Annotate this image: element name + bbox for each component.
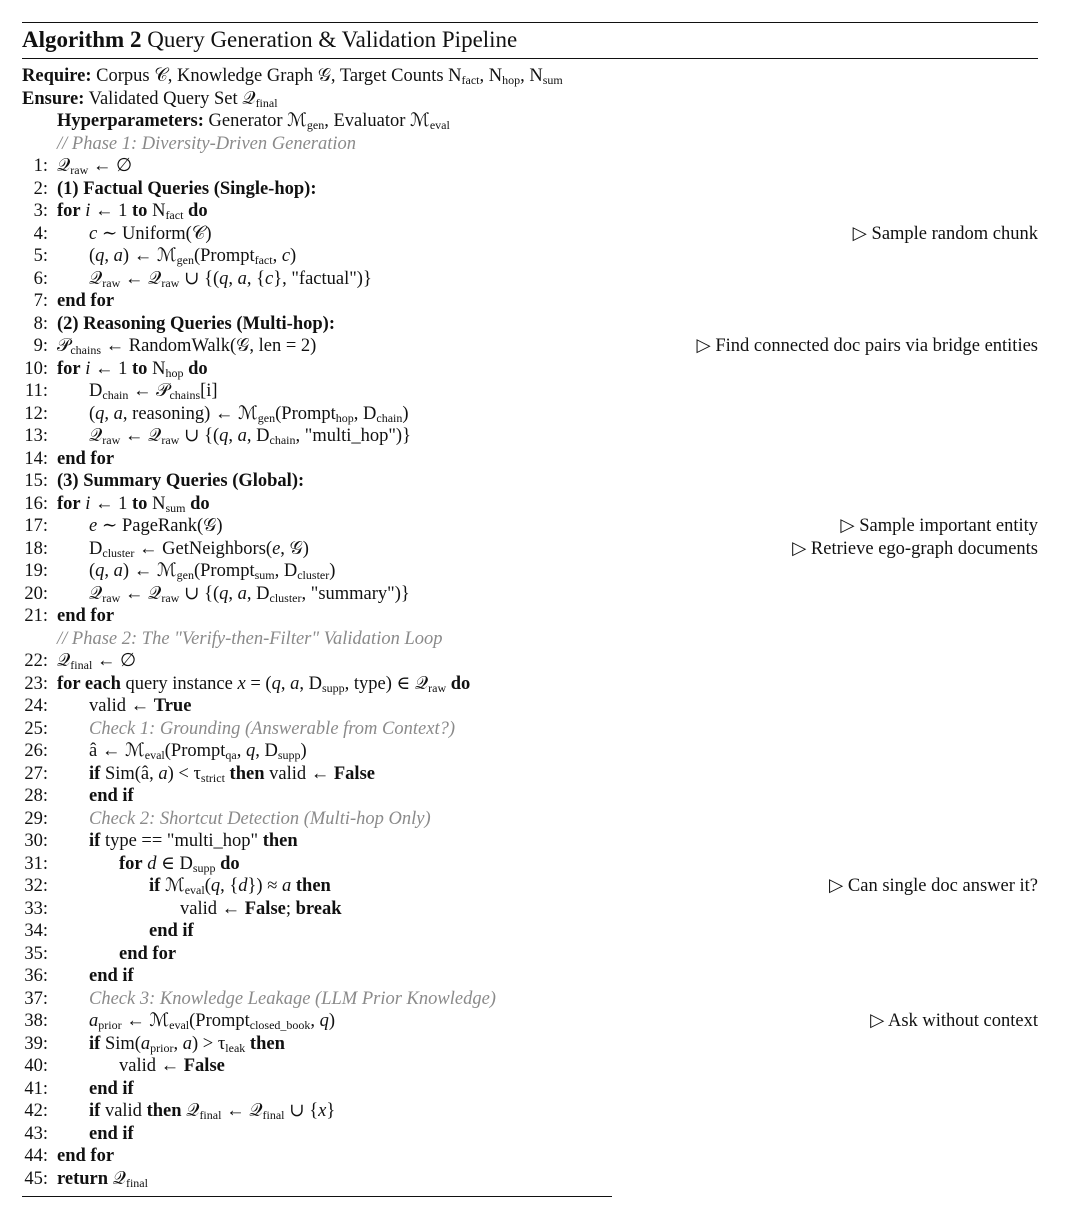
algorithm-line [22, 560, 1038, 583]
line-number: 16: [24, 493, 48, 514]
algorithm-line [22, 830, 1038, 853]
line-number: 8: [33, 313, 48, 334]
line-number: 25: [24, 718, 48, 739]
algorithm-line [22, 1078, 1038, 1101]
algorithm-line [22, 178, 1038, 201]
algorithm-label: Algorithm 2 [22, 27, 142, 52]
line-number: 15: [24, 471, 48, 491]
line-code: $D_{cluster}$ ← GetNeighbors(e, 𝒢) [89, 538, 309, 560]
algorithm-line [22, 290, 1038, 313]
line-code: for i ← 1 to $N_{hop}$ do [57, 358, 208, 380]
algorithm-line [22, 380, 1038, 403]
line-number: 36: [24, 966, 48, 986]
phase-comment [22, 133, 1038, 156]
algorithm-line [22, 358, 1038, 381]
line-number: 11: [25, 381, 48, 401]
line-code: end for [57, 291, 115, 311]
algorithm-line [22, 605, 1038, 628]
algorithm-line [22, 448, 1038, 471]
line-code: end for [119, 943, 177, 964]
line-code: (1) Factual Queries (Single-hop): [57, 178, 317, 199]
line-code: valid ← False; break [180, 898, 342, 919]
line-number: 22: [24, 651, 48, 671]
line-number: 9: [33, 336, 48, 356]
line-code: end for [57, 448, 115, 469]
algorithm-line [22, 875, 1038, 898]
line-number: 37: [24, 988, 48, 1009]
algorithm-line [22, 785, 1038, 808]
line-code: end if [89, 1078, 134, 1099]
line-code: if Sim(â, $a) < \tau_{strict}$ then valid ← False [89, 763, 375, 785]
algorithm-line [22, 965, 1038, 988]
line-number: 21: [24, 606, 48, 626]
line-comment: ▷ Can single doc answer it? [829, 876, 1038, 896]
algorithm-line [22, 853, 1038, 876]
algorithm-line [22, 200, 1038, 223]
line-comment: ▷ Sample random chunk [852, 223, 1038, 244]
line-code: for each query instance x = (q, a, $D_{supp}$, type) ∈ 𝒬$_{raw}$ do [57, 673, 471, 695]
line-code: Ensure: Validated Query Set 𝒬$_{final}$ [22, 88, 278, 110]
line-code: end if [89, 1123, 134, 1144]
algorithm-line [22, 583, 1038, 606]
line-number: 3: [33, 201, 48, 221]
line-number: 34: [24, 921, 48, 941]
line-code: Require: Corpus 𝒞, Knowledge Graph 𝒢, Target Counts $N_{fact}$, $N_{hop}$, $N_{sum}$ [22, 66, 563, 87]
line-number: 44: [24, 1146, 48, 1166]
line-code: â ← ℳ$_{eval}$(Prompt$_{qa}$, q, $D_{supp}$) [89, 741, 307, 762]
algorithm-line [22, 1123, 1038, 1146]
line-code: (q, a) ← ℳ$_{gen}$(Prompt$_{sum}$, $D_{cluster}$) [89, 561, 336, 582]
algorithm-line [22, 943, 1038, 966]
algorithm-line [22, 268, 1038, 291]
line-number: 2: [33, 178, 48, 199]
line-code: $D_{chain}$ ← 𝒫$_{chains}$[i] [89, 381, 218, 402]
line-number: 14: [24, 448, 48, 469]
line-code: if ℳ$_{eval}$(q, {d}) ≈ a then [149, 876, 331, 897]
algorithm-line [22, 695, 1038, 718]
line-code: 𝒬$_{raw}$ ← 𝒬$_{raw}$ ∪ {(q, a, {c}, "factual")} [89, 268, 372, 290]
algorithm-line [22, 1010, 1038, 1033]
line-number: 17: [24, 516, 48, 536]
line-code: $a_{prior}$ ← ℳ$_{eval}$(Prompt$_{closed\_book}$, q) [89, 1011, 336, 1032]
line-code: Check 1: Grounding (Answerable from Context?) [89, 718, 455, 739]
line-number: 23: [24, 673, 48, 694]
line-code: 𝒫$_{chains}$ ← RandomWalk(𝒢, len = 2) [57, 336, 317, 357]
algorithm-line [22, 673, 1038, 696]
algorithm-line [22, 1055, 1038, 1078]
line-number: 31: [24, 853, 48, 874]
line-number: 6: [33, 268, 48, 289]
line-number: 18: [24, 538, 48, 559]
line-code: end for [57, 606, 115, 626]
line-number: 33: [24, 898, 48, 919]
line-number: 45: [24, 1168, 48, 1189]
line-number: 12: [24, 403, 48, 424]
line-code: return 𝒬$_{final}$ [57, 1168, 148, 1190]
line-code: if valid then 𝒬$_{final}$ ← 𝒬$_{final}$ ∪ {x} [89, 1101, 336, 1122]
line-number: 42: [24, 1101, 48, 1121]
algorithm-line [22, 898, 1038, 921]
algorithm-line [22, 425, 1038, 448]
algorithm-line [22, 155, 1038, 178]
line-number: 26: [24, 741, 48, 761]
line-code: // Phase 1: Diversity-Driven Generation [57, 133, 357, 154]
line-code: valid ← False [119, 1056, 225, 1076]
header-line [22, 88, 1038, 111]
algorithm-line [22, 740, 1038, 763]
algorithm-line [22, 1033, 1038, 1056]
line-number: 20: [24, 583, 48, 604]
line-code: 𝒬$_{final}$ ← ∅ [57, 651, 137, 672]
line-code: e ∼ PageRank(𝒢) [89, 516, 223, 536]
line-number: 38: [24, 1011, 48, 1031]
line-number: 40: [24, 1056, 48, 1076]
algorithm-line [22, 1168, 1038, 1191]
line-code: (3) Summary Queries (Global): [57, 471, 305, 491]
line-number: 10: [24, 358, 48, 379]
line-number: 13: [24, 426, 48, 446]
algorithm-line [22, 1145, 1038, 1168]
algorithm-line [22, 763, 1038, 786]
line-code: Check 2: Shortcut Detection (Multi-hop Only) [89, 808, 431, 829]
algorithm-line [22, 920, 1038, 943]
algorithm-line [22, 650, 1038, 673]
algorithm-body [22, 59, 1038, 1190]
algorithm-line [22, 470, 1038, 493]
line-code: 𝒬$_{raw}$ ← 𝒬$_{raw}$ ∪ {(q, a, $D_{cluster}$, "summary")} [89, 583, 410, 605]
line-code: end for [57, 1146, 115, 1166]
algorithm-line [22, 313, 1038, 336]
algorithm-line [22, 1100, 1038, 1123]
line-code: for i ← 1 to $N_{sum}$ do [57, 493, 210, 515]
phase-comment [22, 628, 1038, 651]
header-line [22, 110, 1038, 133]
line-code: if $Sim(a_{prior}$, $a) > \tau_{leak}$ then [89, 1033, 285, 1055]
algorithm-name: Query Generation & Validation Pipeline [147, 27, 518, 52]
line-comment: ▷ Retrieve ego-graph documents [792, 538, 1038, 559]
line-code: end if [89, 786, 134, 806]
line-number: 29: [24, 808, 48, 829]
line-code: // Phase 2: The "Verify-then-Filter" Validation Loop [57, 628, 443, 649]
line-code: if type == "multi_hop" then [89, 831, 298, 851]
line-code: (q, a, reasoning) ← ℳ$_{gen}$(Prompt$_{hop}$, $D_{chain}$) [89, 403, 409, 425]
line-code: (q, a) ← ℳ$_{gen}$(Prompt$_{fact}$, c) [89, 246, 297, 267]
line-number: 41: [24, 1078, 48, 1099]
line-number: 7: [33, 291, 48, 311]
line-code: Check 3: Knowledge Leakage (LLM Prior Knowledge) [89, 988, 496, 1009]
algorithm-line [22, 538, 1038, 561]
line-number: 30: [24, 831, 48, 851]
bottom-rule [22, 1196, 612, 1197]
line-number: 5: [33, 246, 48, 266]
line-code: (2) Reasoning Queries (Multi-hop): [57, 313, 335, 334]
line-number: 43: [24, 1123, 48, 1144]
line-number: 19: [24, 561, 48, 581]
algorithm-title [22, 23, 1038, 55]
line-code: end if [89, 966, 134, 986]
algorithm-block [22, 22, 1038, 1197]
algorithm-line [22, 403, 1038, 426]
line-number: 27: [24, 763, 48, 784]
line-code: for d ∈ $D_{supp}$ do [119, 853, 240, 875]
algorithm-line [22, 223, 1038, 246]
line-code: 𝒬$_{raw}$ ← ∅ [57, 156, 133, 177]
line-code: valid ← True [89, 696, 192, 716]
line-number: 24: [24, 696, 48, 716]
algorithm-line [22, 718, 1038, 741]
line-code: c ∼ Uniform(𝒞) [89, 223, 212, 244]
algorithm-line [22, 335, 1038, 358]
line-comment: ▷ Ask without context [870, 1011, 1038, 1031]
algorithm-line [22, 515, 1038, 538]
line-code: end if [149, 921, 194, 941]
line-comment: ▷ Find connected doc pairs via bridge entities [696, 336, 1038, 356]
algorithm-line [22, 808, 1038, 831]
line-number: 32: [24, 876, 48, 896]
algorithm-line [22, 245, 1038, 268]
algorithm-line [22, 493, 1038, 516]
line-number: 35: [24, 943, 48, 964]
line-code: 𝒬$_{raw}$ ← 𝒬$_{raw}$ ∪ {(q, a, $D_{chain}$, "multi_hop")} [89, 426, 411, 447]
line-number: 39: [24, 1033, 48, 1054]
line-number: 28: [24, 786, 48, 806]
line-code: Hyperparameters: Generator ℳ$_{gen}$, Evaluator ℳ$_{eval}$ [57, 111, 450, 132]
algorithm-line [22, 988, 1038, 1011]
line-number: 1: [33, 156, 48, 176]
header-line [22, 65, 1038, 88]
line-number: 4: [33, 223, 48, 244]
line-comment: ▷ Sample important entity [840, 516, 1038, 536]
line-code: for i ← 1 to $N_{fact}$ do [57, 201, 208, 222]
